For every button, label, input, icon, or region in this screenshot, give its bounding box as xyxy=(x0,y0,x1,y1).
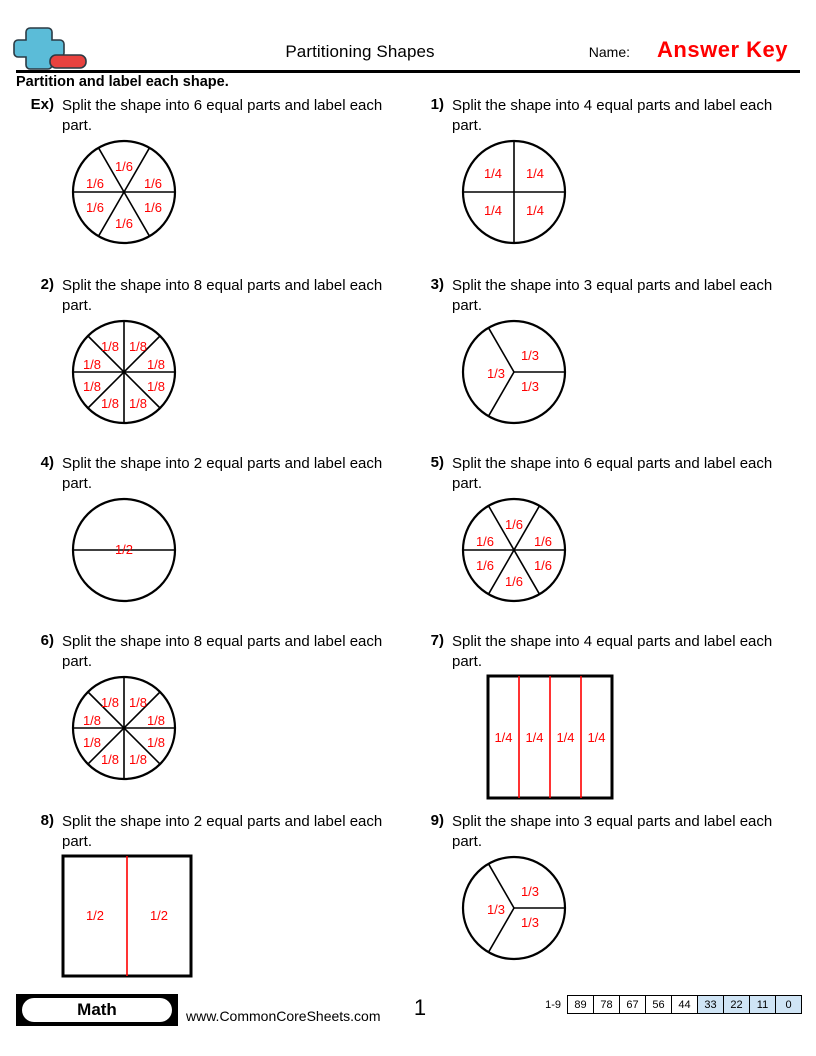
header-divider xyxy=(16,70,800,73)
subject-badge xyxy=(16,994,178,1026)
fraction-label: 1/2 xyxy=(114,542,134,557)
fraction-label: 1/6 xyxy=(143,200,163,215)
page-header xyxy=(0,0,816,90)
circle-3-parts[interactable] xyxy=(452,316,612,436)
fraction-label: 1/6 xyxy=(143,176,163,191)
problem-header xyxy=(16,632,416,672)
problem-number: 9) xyxy=(430,812,444,829)
fraction-label: 1/8 xyxy=(128,752,148,767)
problem-figure xyxy=(452,672,806,802)
fraction-label: 1/6 xyxy=(475,534,495,549)
fraction-label: 1/6 xyxy=(504,574,524,589)
problem-text: Split the shape into 6 equal parts and label each part. xyxy=(62,97,383,134)
worksheet-instruction: Partition and label each shape. xyxy=(16,74,229,90)
circle-3-parts[interactable] xyxy=(452,852,612,972)
name-label: Name: xyxy=(588,44,630,60)
problem-number: Ex) xyxy=(30,96,54,113)
score-cell: 0 xyxy=(776,996,801,1013)
page-number: 1 xyxy=(413,995,427,1020)
fraction-label: 1/8 xyxy=(146,379,166,394)
problem-figure xyxy=(62,494,416,624)
fraction-label: 1/4 xyxy=(483,166,503,181)
fraction-label: 1/4 xyxy=(556,730,575,745)
problem-9 xyxy=(406,812,806,982)
circle-8-parts[interactable] xyxy=(62,316,222,436)
fraction-label: 1/6 xyxy=(114,159,134,174)
problem-header xyxy=(406,454,806,494)
circle-6-parts[interactable] xyxy=(62,136,222,256)
fraction-label: 1/8 xyxy=(146,713,166,728)
problem-figure xyxy=(452,316,806,446)
fraction-label: 1/3 xyxy=(486,366,506,381)
problem-number: 8) xyxy=(40,812,54,829)
circle-8-parts[interactable] xyxy=(62,672,222,792)
fraction-label: 1/6 xyxy=(114,216,134,231)
problem-header xyxy=(16,812,416,852)
problem-text: Split the shape into 2 equal parts and label each part. xyxy=(62,455,383,492)
problem-header xyxy=(16,276,416,316)
problem-text: Split the shape into 6 equal parts and label each part. xyxy=(452,455,773,492)
answer-key-value: Answer Key xyxy=(657,37,788,62)
square-4-parts[interactable] xyxy=(452,672,612,802)
score-cell: 67 xyxy=(620,996,646,1013)
fraction-label: 1/3 xyxy=(520,915,540,930)
problem-grid xyxy=(0,96,816,986)
problem-header xyxy=(406,276,806,316)
problem-4 xyxy=(16,454,416,624)
problem-1 xyxy=(406,96,806,266)
problem-8 xyxy=(16,812,416,982)
fraction-label: 1/8 xyxy=(146,735,166,750)
fraction-label: 1/6 xyxy=(533,534,553,549)
subject-badge-label: Math xyxy=(22,998,172,1022)
fraction-label: 1/8 xyxy=(82,713,102,728)
fraction-label: 1/3 xyxy=(486,902,506,917)
problem-number: 3) xyxy=(430,276,444,293)
fraction-label: 1/6 xyxy=(504,517,524,532)
score-range-label: 1-9 xyxy=(545,998,561,1011)
fraction-label: 1/3 xyxy=(520,348,540,363)
problem-figure xyxy=(62,136,416,266)
fraction-label: 1/8 xyxy=(82,735,102,750)
fraction-label: 1/2 xyxy=(149,908,169,923)
page-title: Partitioning Shapes xyxy=(285,42,435,61)
fraction-label: 1/3 xyxy=(520,884,540,899)
fraction-label: 1/4 xyxy=(525,730,544,745)
fraction-label: 1/4 xyxy=(587,730,606,745)
problem-header xyxy=(16,454,416,494)
problem-text: Split the shape into 8 equal parts and label each part. xyxy=(62,277,383,314)
problem-figure xyxy=(62,316,416,446)
fraction-label: 1/8 xyxy=(100,752,120,767)
score-cell: 11 xyxy=(750,996,776,1013)
circle-2-parts[interactable] xyxy=(62,494,222,614)
problem-text: Split the shape into 2 equal parts and label each part. xyxy=(62,813,383,850)
problem-header xyxy=(406,96,806,136)
square-2-parts[interactable] xyxy=(62,852,242,982)
fraction-label: 1/8 xyxy=(100,339,120,354)
problem-header xyxy=(406,632,806,672)
fraction-label: 1/8 xyxy=(82,379,102,394)
fraction-label: 1/6 xyxy=(475,558,495,573)
bar-icon xyxy=(50,55,86,68)
fraction-label: 1/8 xyxy=(82,357,102,372)
fraction-label: 1/8 xyxy=(100,396,120,411)
problem-2 xyxy=(16,276,416,446)
commoncoresheets-logo xyxy=(16,25,90,71)
circle-6-parts[interactable] xyxy=(452,494,612,614)
problem-figure xyxy=(452,494,806,624)
problem-ex xyxy=(16,96,416,266)
site-url[interactable]: www.CommonCoreSheets.com xyxy=(186,1008,381,1024)
score-cell: 78 xyxy=(594,996,620,1013)
problem-text: Split the shape into 3 equal parts and label each part. xyxy=(452,277,773,314)
fraction-label: 1/8 xyxy=(100,695,120,710)
problem-figure xyxy=(62,852,416,982)
problem-number: 5) xyxy=(430,454,444,471)
score-cell: 33 xyxy=(698,996,724,1013)
problem-text: Split the shape into 4 equal parts and label each part. xyxy=(452,97,773,134)
problem-figure xyxy=(452,136,806,266)
problem-5 xyxy=(406,454,806,624)
score-cell: 22 xyxy=(724,996,750,1013)
fraction-label: 1/2 xyxy=(85,908,105,923)
page-footer xyxy=(0,992,816,1056)
fraction-label: 1/4 xyxy=(525,166,545,181)
problem-text: Split the shape into 8 equal parts and label each part. xyxy=(62,633,383,670)
problem-3 xyxy=(406,276,806,446)
problem-header xyxy=(16,96,416,136)
problem-7 xyxy=(406,632,806,802)
score-key xyxy=(545,995,802,1014)
fraction-label: 1/6 xyxy=(85,200,105,215)
problem-number: 6) xyxy=(40,632,54,649)
problem-6 xyxy=(16,632,416,802)
score-cell: 89 xyxy=(568,996,594,1013)
fraction-label: 1/8 xyxy=(146,357,166,372)
fraction-label: 1/6 xyxy=(85,176,105,191)
fraction-label: 1/8 xyxy=(128,396,148,411)
problem-figure xyxy=(62,672,416,802)
fraction-label: 1/3 xyxy=(520,379,540,394)
fraction-label: 1/4 xyxy=(483,203,503,218)
problem-number: 4) xyxy=(40,454,54,471)
problem-text: Split the shape into 3 equal parts and label each part. xyxy=(452,813,773,850)
problem-header xyxy=(406,812,806,852)
fraction-label: 1/8 xyxy=(128,695,148,710)
fraction-label: 1/6 xyxy=(533,558,553,573)
score-cell: 56 xyxy=(646,996,672,1013)
fraction-label: 1/4 xyxy=(525,203,545,218)
problem-number: 7) xyxy=(430,632,444,649)
problem-text: Split the shape into 4 equal parts and label each part. xyxy=(452,633,773,670)
score-table xyxy=(567,995,802,1014)
problem-number: 1) xyxy=(430,96,444,113)
fraction-label: 1/4 xyxy=(494,730,513,745)
score-cell: 44 xyxy=(672,996,698,1013)
problem-number: 2) xyxy=(40,276,54,293)
circle-4-parts[interactable] xyxy=(452,136,612,256)
problem-figure xyxy=(452,852,806,982)
fraction-label: 1/8 xyxy=(128,339,148,354)
